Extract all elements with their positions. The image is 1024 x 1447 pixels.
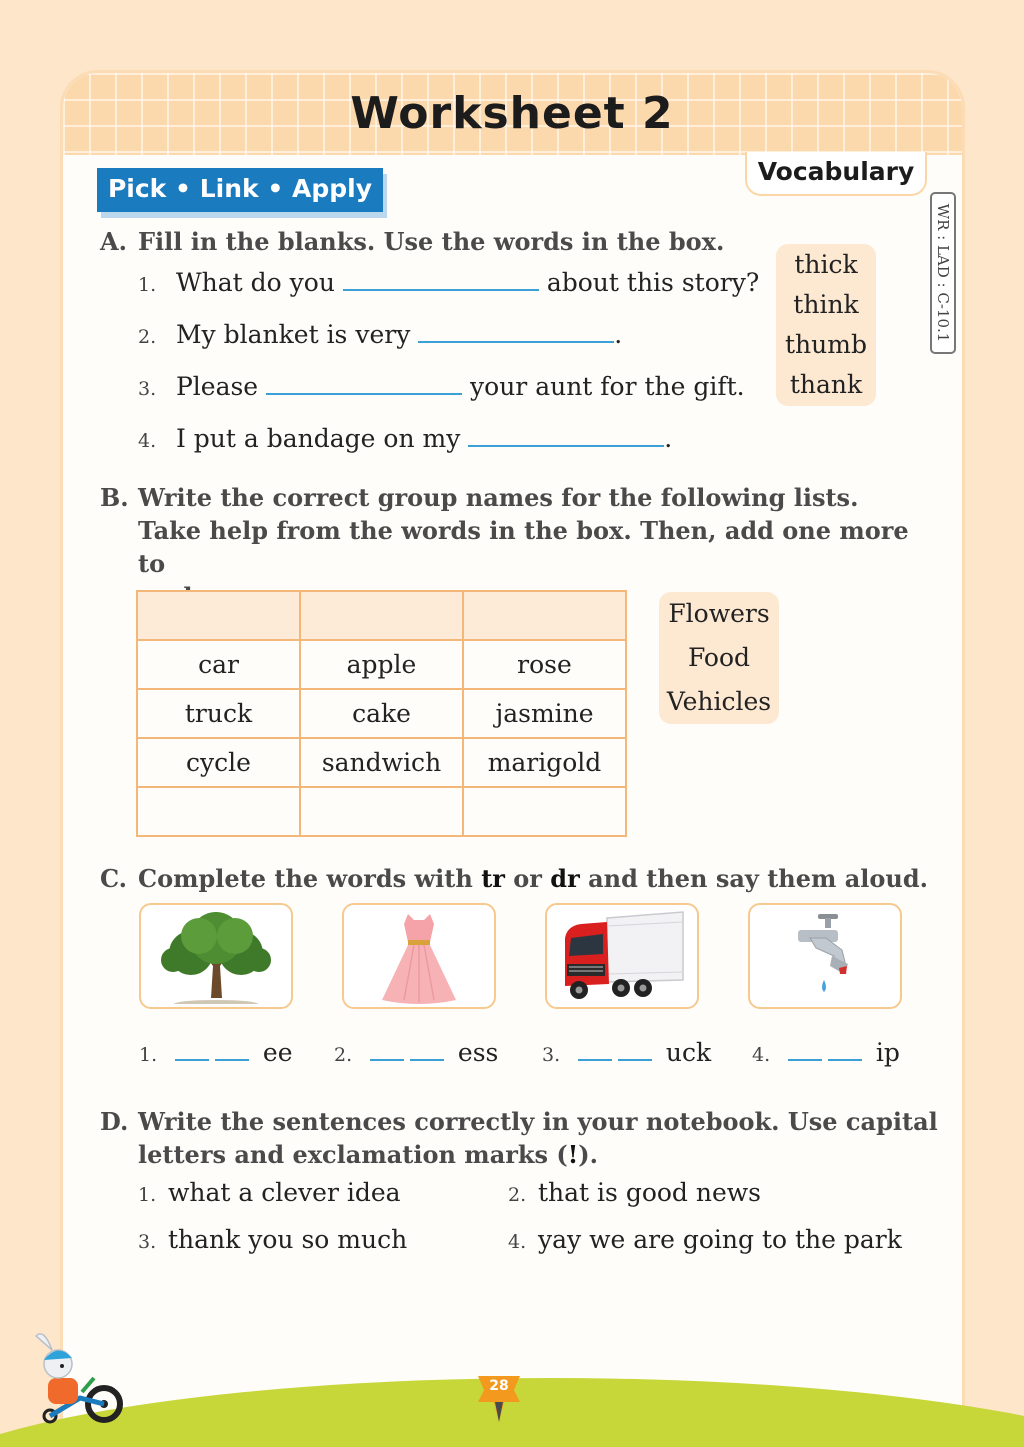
word-option: Flowers	[668, 599, 770, 628]
item-number: 2.	[138, 326, 157, 348]
table-cell: cake	[300, 689, 463, 738]
section-d-letter: D.	[100, 1107, 129, 1136]
table-cell: sandwich	[300, 738, 463, 787]
word-ending: uck	[665, 1038, 712, 1067]
table-cell: jasmine	[463, 689, 626, 738]
a-item-3	[138, 372, 745, 401]
section-a-heading	[100, 225, 724, 258]
section-b-instruction: Write the correct group names for the following lists.	[138, 483, 859, 512]
section-d-instruction-line2	[100, 1138, 940, 1171]
table-cell: marigold	[463, 738, 626, 787]
d-item-2	[508, 1178, 761, 1207]
table-header-row	[137, 591, 626, 640]
letter-blank[interactable]	[410, 1043, 444, 1061]
item-number: 2.	[334, 1044, 353, 1066]
section-c-instruction: and then say them aloud.	[588, 864, 929, 893]
item-text: .	[614, 320, 623, 349]
page-number: 28	[489, 1378, 509, 1394]
table-row	[137, 738, 626, 787]
groups-table	[136, 590, 627, 837]
code-label: WR : LAD : C-10.1	[934, 203, 952, 343]
item-text: My blanket is very	[175, 320, 411, 349]
table-row-blank	[137, 787, 626, 836]
a-item-1	[138, 268, 759, 297]
word-option: thank	[789, 370, 863, 399]
item-text: thank you so much	[168, 1225, 408, 1254]
d-item-3	[138, 1225, 407, 1254]
page-number-marker	[478, 1376, 520, 1426]
table-cell: truck	[137, 689, 300, 738]
group-name-cell[interactable]	[300, 591, 463, 640]
word-option: Food	[687, 643, 751, 672]
section-c-heading	[100, 862, 928, 895]
c-item-2	[334, 1038, 498, 1067]
c-item-1	[139, 1038, 293, 1067]
group-name-cell[interactable]	[137, 591, 300, 640]
section-c-instruction: or	[513, 864, 542, 893]
letter-blank[interactable]	[578, 1043, 612, 1061]
c-item-4	[752, 1038, 900, 1067]
item-number: 3.	[542, 1044, 561, 1066]
blank-line[interactable]	[343, 271, 539, 291]
item-text: your aunt for the gift.	[470, 372, 745, 401]
item-text: about this story?	[546, 268, 760, 297]
a-item-4	[138, 424, 672, 453]
tap-icon	[780, 908, 870, 1004]
item-text: Please	[175, 372, 259, 401]
a-item-2	[138, 320, 622, 349]
section-d-instruction: Write the sentences correctly in your notebook. Use capital	[138, 1107, 938, 1136]
digraph-tr: tr	[481, 864, 505, 893]
dress-icon	[374, 908, 464, 1004]
section-b-letter: B.	[100, 483, 129, 512]
section-a-instruction: Fill in the blanks. Use the words in the box.	[138, 227, 725, 256]
item-number: 3.	[138, 378, 157, 400]
rabbit-cycle-icon	[22, 1328, 126, 1424]
item-number: 2.	[508, 1184, 527, 1206]
d-item-4	[508, 1225, 902, 1254]
table-cell: car	[137, 640, 300, 689]
blank-line[interactable]	[266, 375, 462, 395]
section-d-heading	[100, 1105, 940, 1171]
word-box-a	[776, 244, 876, 406]
section-b-instruction: Take help from the words in the box. Then, add one more to	[138, 516, 909, 578]
item-text: yay we are going to the park	[538, 1225, 902, 1254]
code-tag	[930, 192, 956, 354]
group-name-cell[interactable]	[463, 591, 626, 640]
word-ending: ee	[262, 1038, 293, 1067]
word-option: thumb	[785, 330, 867, 359]
section-banner: Pick • Link • Apply	[97, 168, 383, 212]
letter-blank[interactable]	[618, 1043, 652, 1061]
item-text: that is good news	[538, 1178, 761, 1207]
picture-truck	[545, 903, 699, 1009]
section-c-letter: C.	[100, 864, 128, 893]
blank-line[interactable]	[418, 323, 614, 343]
mascot	[22, 1328, 126, 1424]
section-c-instruction: Complete the words with	[138, 864, 473, 893]
picture-tree	[139, 903, 293, 1009]
section-d-instruction: letters and exclamation marks (	[138, 1140, 568, 1169]
exclamation-mark: !	[567, 1140, 579, 1169]
item-text: .	[664, 424, 673, 453]
letter-blank[interactable]	[175, 1043, 209, 1061]
table-row	[137, 640, 626, 689]
item-number: 1.	[139, 1044, 158, 1066]
item-number: 4.	[508, 1231, 527, 1253]
topic-tab: Vocabulary	[745, 152, 927, 196]
letter-blank[interactable]	[370, 1043, 404, 1061]
table-cell: apple	[300, 640, 463, 689]
answer-cell[interactable]	[300, 787, 463, 836]
word-ending: ip	[875, 1038, 900, 1067]
item-number: 1.	[138, 1184, 157, 1206]
word-box-b	[659, 592, 779, 724]
c-item-3	[542, 1038, 711, 1067]
letter-blank[interactable]	[215, 1043, 249, 1061]
item-text: I put a bandage on my	[175, 424, 461, 453]
section-a-letter: A.	[100, 227, 127, 256]
d-item-1	[138, 1178, 401, 1207]
answer-cell[interactable]	[463, 787, 626, 836]
item-number: 4.	[752, 1044, 771, 1066]
word-option: Vehicles	[666, 687, 772, 716]
item-text: what a clever idea	[168, 1178, 401, 1207]
truck-icon	[557, 908, 687, 1004]
letter-blank[interactable]	[788, 1043, 822, 1061]
section-d-instruction: ).	[578, 1140, 599, 1169]
item-number: 4.	[138, 430, 157, 452]
word-option: think	[793, 290, 859, 319]
item-text: What do you	[175, 268, 335, 297]
table-row	[137, 689, 626, 738]
tree-icon	[151, 908, 281, 1004]
picture-tap	[748, 903, 902, 1009]
page-title: Worksheet 2	[350, 88, 674, 139]
picture-dress	[342, 903, 496, 1009]
table-cell: cycle	[137, 738, 300, 787]
table-cell: rose	[463, 640, 626, 689]
item-number: 1.	[138, 274, 157, 296]
answer-cell[interactable]	[137, 787, 300, 836]
blank-line[interactable]	[468, 427, 664, 447]
word-option: thick	[794, 250, 858, 279]
digraph-dr: dr	[550, 864, 580, 893]
word-ending: ess	[457, 1038, 499, 1067]
item-number: 3.	[138, 1231, 157, 1253]
letter-blank[interactable]	[828, 1043, 862, 1061]
